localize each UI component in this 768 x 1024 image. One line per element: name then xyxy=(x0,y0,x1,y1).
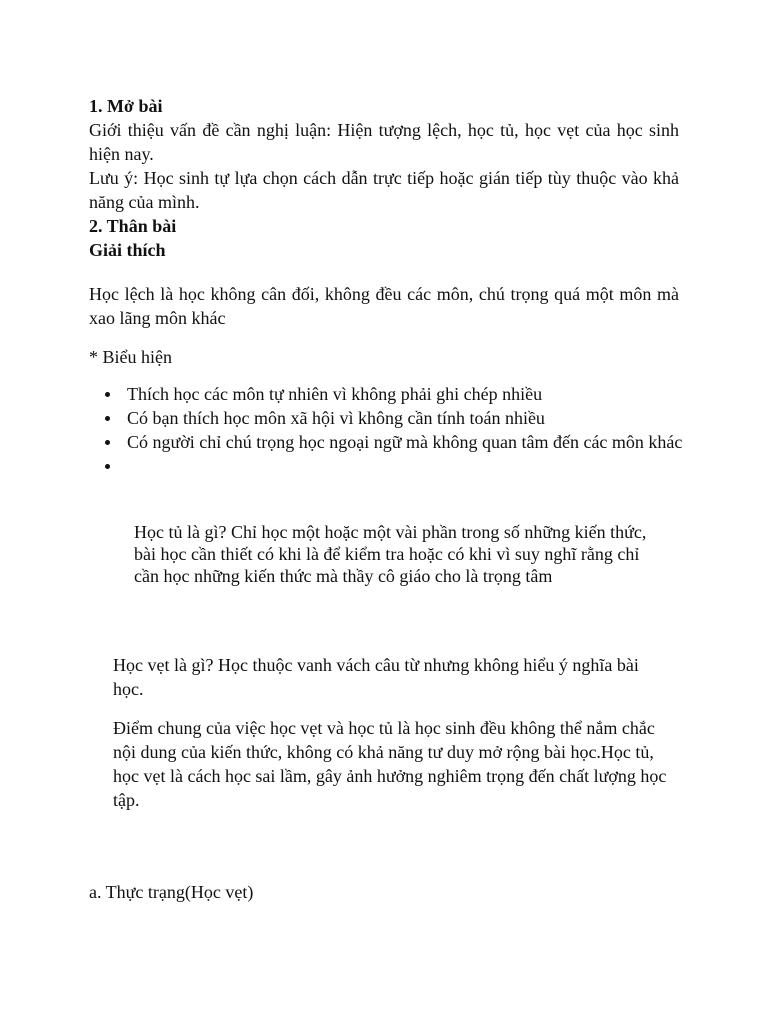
manifest-list xyxy=(104,382,687,478)
intro-heading: 1. Mở bài xyxy=(89,96,163,116)
list-item xyxy=(127,454,687,478)
section-a-heading: a. Thực trạng(Học vẹt) xyxy=(89,882,254,902)
body-subheading: Giải thích xyxy=(89,240,166,260)
manifest-label: * Biểu hiện xyxy=(89,347,172,367)
common-paragraph: Điểm chung của việc học vẹt và học tủ là học sinh đều không thể nắm chắc nội dung của kiến thức, không có khả năng tư duy mở rộng bài học.Học tủ, học vẹt là cách học sai lầm, gây ảnh hưởng nghiêm trọng đến chất lượng học tập. xyxy=(113,718,667,810)
intro-line-1: Giới thiệu vấn đề cần nghị luận: Hiện tượng lệch, học tủ, học vẹt của học sinh hiện nay. xyxy=(89,120,679,164)
list-item: Có bạn thích học môn xã hội vì không cần tính toán nhiều xyxy=(127,406,687,430)
body-heading: 2. Thân bài xyxy=(89,216,177,236)
hoc-vet-paragraph: Học vẹt là gì? Học thuộc vanh vách câu từ nhưng không hiểu ý nghĩa bài học. xyxy=(113,655,639,699)
explanation-paragraph: Học lệch là học không cân đối, không đều các môn, chú trọng quá một môn mà xao lãng môn khác xyxy=(89,284,679,328)
list-item: Có người chỉ chú trọng học ngoại ngữ mà không quan tâm đến các môn khác xyxy=(127,430,687,454)
intro-line-2: Lưu ý: Học sinh tự lựa chọn cách dẫn trực tiếp hoặc gián tiếp tùy thuộc vào khả năng của mình. xyxy=(89,168,679,212)
hoc-tu-paragraph: Học tủ là gì? Chỉ học một hoặc một vài phần trong số những kiến thức, bài học cần thiết có khi là để kiểm tra hoặc có khi vì suy nghĩ rằng chỉ cần học những kiến thức mà thầy cô giáo cho là trọng tâm xyxy=(134,522,647,586)
list-item: Thích học các môn tự nhiên vì không phải ghi chép nhiều xyxy=(127,382,687,406)
